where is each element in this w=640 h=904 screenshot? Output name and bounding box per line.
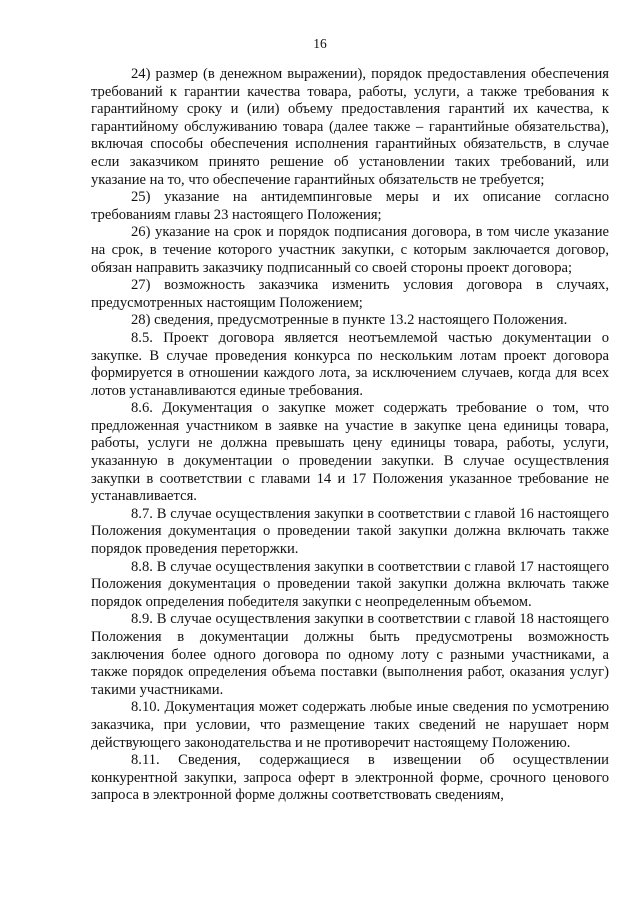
paragraph-item-24: 24) размер (в денежном выражении), порядок предоставления обеспечения требований к гарантии качества товара, работы, услуги, а также требования к гарантийному сроку и (или) объему предоставления гарантий их качества, к гарантийному обслуживанию товара (далее также – гарантийные обязательства), включая способы обеспечения исполнения гарантийных обязательств, в случае если заказчиком принято решение об установлении таких требований, или указание на то, что обеспечение гарантийных обязательств не требуется;: [91, 66, 609, 188]
document-body: [91, 66, 609, 805]
paragraph-item-28: 28) сведения, предусмотренные в пункте 13.2 настоящего Положения.: [131, 312, 568, 329]
paragraph-8-10: 8.10. Документация может содержать любые иные сведения по усмотрению заказчика, при условии, что размещение таких сведений не нарушает норм действующего законодательства и не противоречит настоящему Положению.: [91, 699, 609, 751]
paragraph-8-9: 8.9. В случае осуществления закупки в соответствии с главой 18 настоящего Положения в документации должны быть предусмотрены возможность заключения более одного договора по одному лоту с разными участниками, а также порядок определения объема поставки (выполнения работ, оказания услуг) такими участниками.: [91, 611, 609, 698]
page-number: 16: [313, 36, 327, 51]
paragraph-item-26: 26) указание на срок и порядок подписания договора, в том числе указание на срок, в течение которого участник закупки, с которым заключается договор, обязан направить заказчику подписанный со своей стороны проект договора;: [91, 224, 609, 276]
paragraph-8-5: 8.5. Проект договора является неотъемлемой частью документации о закупке. В случае проведения конкурса по нескольким лотам проект договора формируется в отношении каждого лота, за исключением случаев, когда для всех лотов устанавливаются единые требования.: [91, 329, 609, 399]
paragraph-8-8: 8.8. В случае осуществления закупки в соответствии с главой 17 настоящего Положения документация о проведении такой закупки должна включать также порядок определения победителя закупки с неопределенным объемом.: [91, 558, 609, 610]
paragraph-8-11: 8.11. Сведения, содержащиеся в извещении об осуществлении конкурентной закупки, запроса оферт в электронной форме, срочного ценового запроса в электронной форме должны соответствовать сведениям,: [91, 752, 609, 804]
paragraph-8-7: 8.7. В случае осуществления закупки в соответствии с главой 16 настоящего Положения документация о проведении такой закупки должна включать также порядок проведения переторжки.: [91, 505, 609, 558]
paragraph-item-25: 25) указание на антидемпинговые меры и их описание согласно требованиям главы 23 настоящего Положения;: [91, 189, 609, 223]
paragraph-8-6: 8.6. Документация о закупке может содержать требование о том, что предложенная участником в заявке на участие в закупке цена единицы товара, работы, услуги не должна превышать цену единицы товара, работы, услуги, указанную в документации о проведении закупки. В случае осуществления закупки в соответствии с главами 14 и 17 Положения указанное требование не устанавливается.: [91, 400, 609, 505]
paragraph-item-27: 27) возможность заказчика изменить условия договора в случаях, предусмотренных настоящим Положением;: [91, 277, 609, 311]
